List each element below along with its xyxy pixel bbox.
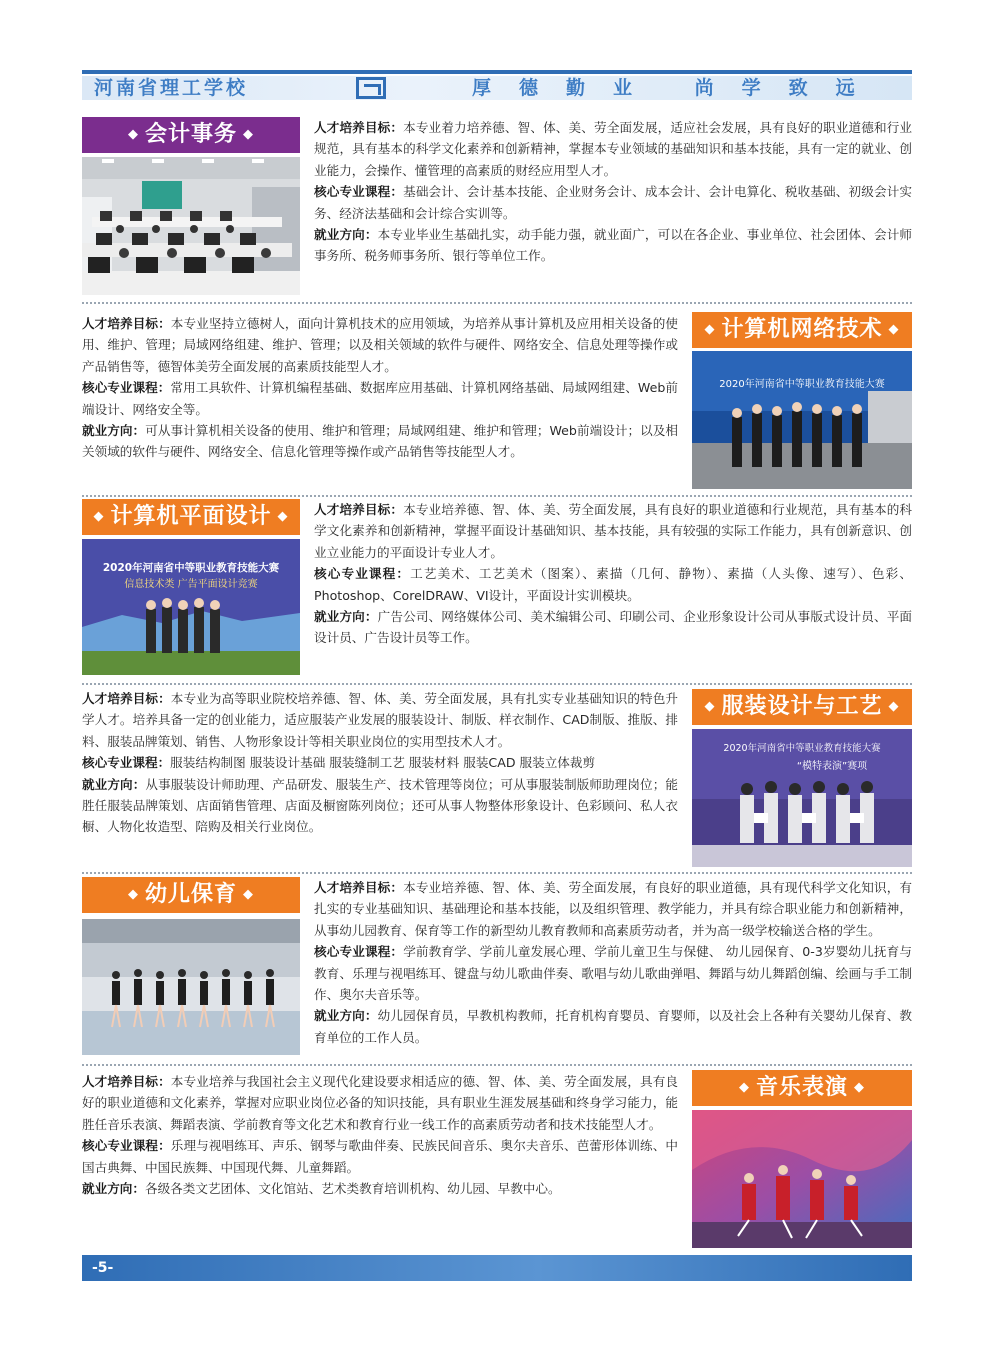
network-description: 人才培养目标：本专业坚持立德树人，面向计算机技术的应用领域，为培养从事计算机及应用相关设备的使用、维护、管理；局域网络组建、维护、管理；以及相关领域的软件与硬件、网络安全、信息处理等操作或产品销售等，德智体美劳全面发展的高素质技能型人才。 核心专业课程：常用工具软件、计算机编程基础、数据库应用基础、计算机网络基础、局域网组建、Web前端设计、网络安全等。 就业方向：可从事计算机相关设备的使用、维护和管理；局域网组建、维护和管理；Web前端设计；以及相关领域的软件与硬件、网络安全、信息化管理等操作或产品销售等技能型人才。: [82, 316, 679, 460]
accounting-classroom-photo: [82, 157, 300, 295]
school-logo-icon: [356, 77, 386, 99]
page-number: -5-: [92, 1260, 114, 1276]
fashion-photo-caption-2: “模特表演”赛项: [796, 761, 868, 772]
fashion-competition-photo: [692, 729, 912, 867]
section-title-childcare: ◆ 幼儿保育 ◆: [82, 877, 300, 913]
page-footer: [82, 1255, 912, 1281]
graphic-design-competition-photo: [82, 539, 300, 675]
graphic-photo-caption-2: 信息技术类 广告平面设计竞赛: [124, 579, 258, 590]
school-name: 河南省理工学校: [94, 77, 249, 99]
school-motto: 厚德勤业 尚学致远: [472, 77, 883, 99]
section-divider: [82, 1064, 912, 1066]
music-performance-photo: [692, 1110, 912, 1248]
section-title-graphic-design: ◆ 计算机平面设计 ◆: [82, 499, 300, 535]
section-title-accounting: ◆ 会计事务 ◆: [82, 117, 300, 153]
section-divider: [82, 683, 912, 685]
music-description: 人才培养目标：本专业培养与我国社会主义现代化建设要求相适应的德、智、体、美、劳全面发展，具有良好的职业道德和文化素养，掌握对应职业岗位必备的知识技能，具有职业生涯发展基础和终身学习能力，能胜任音乐表演、舞蹈表演、学前教育等文化艺术和教育行业一线工作的高素质劳动者和技术技能型人才。 核心专业课程：乐理与视唱练耳、声乐、钢琴与歌曲伴奏、民族民间音乐、奥尔夫音乐、芭蕾形体训练、中国古典舞、中国民族舞、中国现代舞、儿童舞蹈。 就业方向：各级各类文艺团体、文化馆站、艺术类教育培训机构、幼儿园、早教中心。: [82, 1074, 679, 1197]
accounting-description: 人才培养目标：本专业着力培养德、智、体、美、劳全面发展，适应社会发展，具有良好的职业道德和行业规范，具有基本的科学文化素养和创新精神，掌握本专业领域的基础知识和基本技能，具有一定的就业、创业能力，会操作、懂管理的高素质的财经应用型人才。 核心专业课程：基础会计、会计基本技能、企业财务会计、成本会计、会计电算化、税收基础、初级会计实务、经济法基础和会计综合实训等。 就业方向：本专业毕业生基础扎实，动手能力强，就业面广，可以在各企业、事业单位、社会团体、会计师事务所、税务师事务所、银行等单位工作。: [314, 120, 913, 264]
network-photo-caption: 2020年河南省中等职业教育技能大赛: [719, 379, 885, 390]
section-title-network: ◆ 计算机网络技术 ◆: [692, 312, 912, 348]
section-divider: [82, 872, 912, 874]
childcare-description: 人才培养目标：本专业培养德、智、体、美、劳全面发展，有良好的职业道德，具有现代科学文化知识，有扎实的专业基础知识、基础理论和基本技能，以及组织管理、教学能力，并具有综合职业能力和创新精神，从事幼儿园教育、保育等工作的新型幼儿教育教师和高素质劳动者，并为高一级学校输送合格的学生。 核心专业课程：学前教育学、学前儿童发展心理、学前儿童卫生与保健、 幼儿园保育、0-3岁婴幼儿抚育与教育、乐理与视唱练耳、键盘与幼儿歌曲伴奏、歌唱与幼儿歌曲弹唱、舞蹈与幼儿舞蹈创编、绘画与手工制作、奥尔夫音乐等。 就业方向：幼儿园保育员，早教机构教师，托育机构育婴员、育婴师，以及社会上各种有关婴幼儿保育、教育单位的工作人员。: [314, 880, 913, 1045]
section-title-music: ◆ 音乐表演 ◆: [692, 1070, 912, 1106]
header-stripe: [82, 70, 912, 74]
graphic-photo-caption-1: 2020年河南省中等职业教育技能大赛: [102, 562, 280, 574]
graphic-design-description: 人才培养目标：本专业培养德、智、体、美、劳全面发展，具有良好的职业道德和行业规范，具有基本的科学文化素养和创新精神，掌握平面设计基础知识、基本技能，具有较强的实际工作能力，具有创新意识、创业立业能力的平面设计专业人才。 核心专业课程：工艺美术、工艺美术（图案）、素描（几何、静物）、素描（人头像、速写）、色彩、Photoshop、CorelDRAW、VI设计，平面设计实训模块。 就业方向：广告公司、网络媒体公司、美术编辑公司、印刷公司、企业形象设计公司从事版式设计员、平面设计员、广告设计员等工作。: [314, 502, 913, 646]
section-title-fashion: ◆ 服装设计与工艺 ◆: [692, 689, 912, 725]
childcare-dance-photo: [82, 919, 300, 1055]
fashion-description: 人才培养目标：本专业为高等职业院校培养德、智、体、美、劳全面发展，具有扎实专业基础知识的特色升学人才。培养具备一定的创业能力，适应服装产业发展的服装设计、制版、样衣制作、CAD制版、推版、排料、服装品牌策划、销售、人物形象设计等相关职业岗位的实用型技术人才。 核心专业课程：服装结构制图 服装设计基础 服装缝制工艺 服装材料 服装CAD 服装立体裁剪 就业方向：从事服装设计师助理、产品研发、服装生产、技术管理等岗位；可从事服装制版师助理岗位；能胜任服装品牌策划、店面销售管理、店面及橱窗陈列岗位；还可从事人物整体形象设计、色彩顾问、私人衣橱、人物化妆造型、陪购及相关行业岗位。: [82, 691, 679, 835]
network-competition-photo: [692, 351, 912, 489]
section-divider: [82, 495, 912, 497]
section-divider: [82, 302, 912, 304]
fashion-photo-caption-1: 2020年河南省中等职业教育技能大赛: [723, 743, 881, 754]
page-header: [82, 70, 912, 102]
